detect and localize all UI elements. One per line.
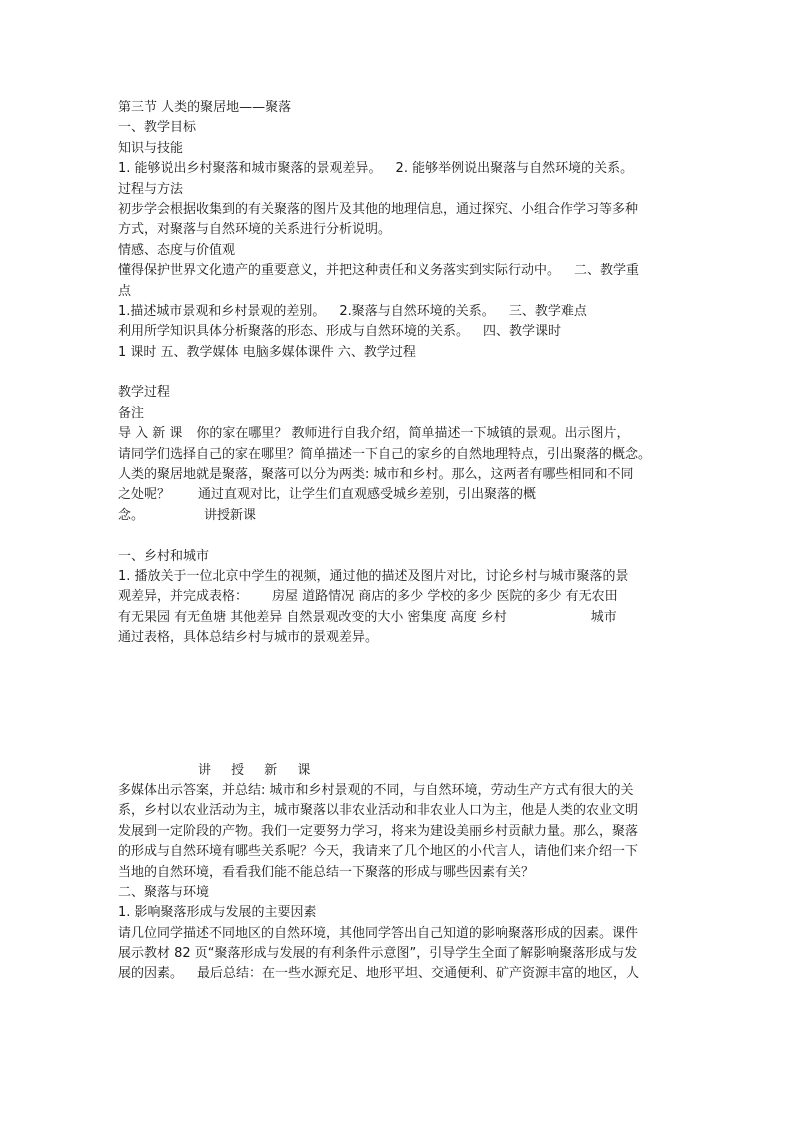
intro-text-5a: 念。 [118,507,145,523]
intro-line-3: 人类的聚居地就是聚落，聚落可以分为两类: 城市和乡村。那么，这两者有哪些相同和不同 [118,467,634,483]
env-text-4a: 展的因素。 [118,966,184,982]
section-heading-hours: 四、教学课时 [483,324,562,340]
subheading-method: 过程与方法 [118,181,184,197]
intro-line-2: 请同学们选择自己的家在哪里？简单描述一下自己的家乡的自然地理特点，引出聚落的概念。 [118,446,652,462]
difficulty-text: 利用所学知识具体分析聚落的形态、形成与自然环境的关系。 [118,324,470,340]
lecture-label: 讲 授 新 课 [198,762,319,778]
section-heading-difficulty: 三、教学难点 [508,303,587,319]
subheading-knowledge: 知识与技能 [118,140,184,156]
subheading-values: 情感、态度与价值观 [118,242,236,258]
env-text-4b: 最后总结：在一些水源充足、地形平坦、交通便利、矿产资源丰富的地区，人 [197,966,640,982]
method-line-2: 方式，对聚落与自然环境的关系进行分析说明。 [118,222,392,238]
document-body [118,98,684,985]
section-heading-process: 六、教学过程 [337,344,416,360]
remark-label: 备注 [118,405,145,421]
section-heading-keypoints-cont: 点 [118,283,132,299]
intro-line-5 [118,506,684,526]
part1-line-3 [118,608,684,628]
keypoints-line [118,302,684,322]
keypoint-1: 1.描述城市景观和乡村景观的差别。 [118,303,326,319]
part1-line-1: 1. 播放关于一位北京中学生的视频，通过他的描述及图片对比，讨论乡村与城市聚落的景 [118,568,629,584]
intro-line-4 [118,485,684,505]
new-lesson-label: 讲授新课 [204,507,257,523]
env-line-3: 展示教材 82 页“聚落形成与发展的有利条件示意图”，引导学生全面了解影响聚落形成与发 [118,946,638,962]
hours-media-line [118,343,684,363]
intro-text-4a: 之处呢？ [118,487,171,503]
part2-line-2: 系，乡村以农业活动为主，城市聚落以非农业活动和非农业人口为主，他是人类的农业文明 [118,803,639,819]
intro-line-1 [118,424,684,444]
intro-label: 导 入 新 课 [118,426,183,442]
env-line-1: 1. 影响聚落形成与发展的主要因素 [118,905,317,921]
part2-line-1: 多媒体出示答案，并总结: 城市和乡村景观的不同，与自然环境，劳动生产方式有很大的关 [118,782,634,798]
method-line-1: 初步学会根据收集到的有关聚落的图片及其他的地理信息，通过探究、小组合作学习等多种 [118,201,639,217]
part1-line-4: 通过表格，具体总结乡村与城市的景观差异。 [118,630,379,646]
section-heading-goals: 一、教学目标 [118,120,197,136]
part1-line-2 [118,587,684,607]
section-heading-keypoints: 二、教学重 [574,263,640,279]
env-heading: 二、聚落与环境 [118,884,210,900]
hours-text: 1 课时 [118,344,157,360]
keypoint-2: 2.聚落与自然环境的关系。 [339,303,495,319]
section-heading-media: 五、教学媒体 [160,344,239,360]
table-items-2: 有无果园 有无鱼塘 其他差异 自然景观改变的大小 密集度 高度 乡村 [118,609,507,625]
goal-line [118,159,684,179]
process-title: 教学过程 [118,385,171,401]
intro-text-1: 你的家在哪里？ 教师进行自我介绍，简单描述一下城镇的景观。出示图片， [196,426,630,442]
values-text: 懂得保护世界文化遗产的重要意义，并把这种责任和义务落实到实际行动中。 [118,263,561,279]
part1-text-2a: 观差异，并完成表格： [118,589,249,605]
media-text: 电脑多媒体课件 [242,344,334,360]
part2-line-4: 的形成与自然环境有哪些关系呢？今天，我请来了几个地区的小代言人，请他们来介绍一下 [118,844,639,860]
part2-line-5: 当地的自然环境，看看我们能不能总结一下聚落的形成与哪些因素有关？ [118,864,535,880]
difficulty-line [118,322,684,342]
goal-2: 2. 能够举例说出聚落与自然环境的关系。 [395,161,634,177]
table-col-city: 城市 [590,609,617,625]
part1-heading: 一、乡村和城市 [118,548,210,564]
values-line [118,261,684,281]
intro-text-4b: 通过直观对比，让学生们直观感受城乡差别，引出聚落的概 [198,487,537,503]
part2-line-3: 发展到一定阶段的产物。我们一定要努力学习，将来为建设美丽乡村贡献力量。那么，聚落 [118,823,639,839]
doc-title: 第三节 人类的聚居地——聚落 [118,100,292,115]
env-line-4 [118,964,684,984]
env-line-2: 请几位同学描述不同地区的自然环境，其他同学答出自己知道的影响聚落形成的因素。课件 [118,925,639,941]
goal-1: 1. 能够说出乡村聚落和城市聚落的景观差异。 [118,161,382,177]
table-items-1: 房屋 道路情况 商店的多少 学校的多少 医院的多少 有无农田 [272,589,618,605]
